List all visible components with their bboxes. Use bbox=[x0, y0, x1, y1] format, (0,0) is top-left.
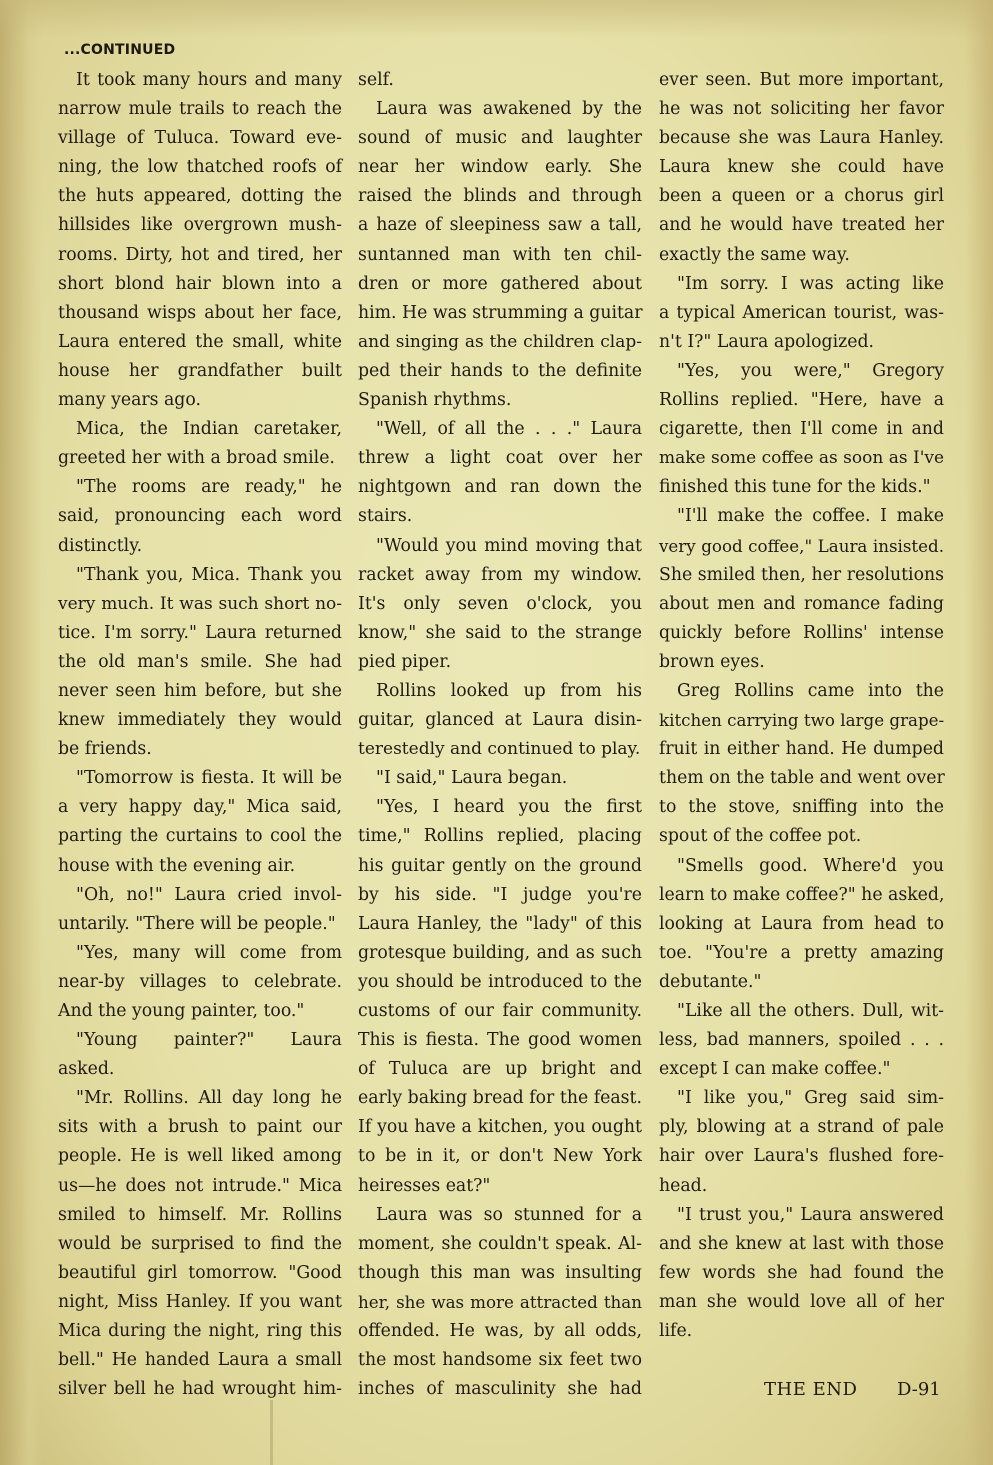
text-line: few words she had found the bbox=[659, 1262, 944, 1283]
text-line: brown eyes. bbox=[659, 651, 765, 672]
text-line: spout of the coffee pot. bbox=[659, 826, 862, 847]
text-line: "Well, of all the . . ." Laura bbox=[376, 419, 642, 440]
text-line: very good coffee," Laura insisted. bbox=[659, 535, 944, 556]
text-line: hillsides like overgrown mush- bbox=[58, 215, 342, 236]
text-line: debutante." bbox=[659, 971, 762, 992]
text-line: "I trust you," Laura answered bbox=[677, 1204, 944, 1225]
text-line: n't I?" Laura apologized. bbox=[659, 331, 874, 352]
text-line: night, Miss Hanley. If you want bbox=[58, 1291, 342, 1312]
text-line: know," she said to the strange bbox=[358, 622, 642, 643]
text-line: Laura was so stunned for a bbox=[376, 1204, 642, 1225]
text-line: narrow mule trails to reach the bbox=[58, 99, 342, 120]
text-line: people. He is well liked among bbox=[58, 1146, 342, 1167]
text-line: silver bell he had wrought him- bbox=[58, 1379, 342, 1400]
text-line: "Yes, I heard you the first bbox=[376, 797, 642, 818]
text-line: the most handsome six feet two bbox=[358, 1350, 642, 1371]
text-line: near-by villages to celebrate. bbox=[58, 971, 342, 992]
text-line: "Mr. Rollins. All day long he bbox=[76, 1088, 342, 1109]
text-line: him. He was strumming a guitar bbox=[358, 302, 643, 323]
text-line: time," Rollins replied, placing bbox=[358, 826, 642, 847]
text-line: kitchen carrying two large grape- bbox=[659, 710, 945, 731]
text-line: "Oh, no!" Laura cried invol- bbox=[76, 884, 342, 905]
the-end-label: THE END bbox=[764, 1379, 858, 1400]
text-line: "Smells good. Where'd you bbox=[677, 855, 944, 876]
text-line: life. bbox=[659, 1321, 693, 1342]
text-line: Laura Hanley, the "lady" of this bbox=[358, 913, 642, 934]
text-line: greeted her with a broad smile. bbox=[58, 448, 335, 469]
page-top-edge bbox=[0, 0, 993, 38]
text-line: "Young painter?" Laura bbox=[76, 1030, 342, 1051]
text-line: of Tuluca are up bright and bbox=[358, 1059, 642, 1080]
text-line: Laura knew she could have bbox=[659, 157, 944, 178]
text-line: knew immediately they would bbox=[58, 710, 342, 731]
text-line: finished this tune for the kids." bbox=[659, 477, 931, 498]
text-line: offended. He was, by all odds, bbox=[358, 1321, 642, 1342]
text-line: and singing as the children clap- bbox=[358, 331, 642, 352]
text-line: would be surprised to find the bbox=[58, 1233, 342, 1254]
text-line: "Would you mind moving that bbox=[376, 535, 642, 556]
text-line: pied piper. bbox=[358, 651, 452, 672]
text-line: parting the curtains to cool the bbox=[58, 826, 342, 847]
text-line: It's only seven o'clock, you bbox=[358, 593, 642, 614]
text-line: Laura was awakened by the bbox=[376, 99, 642, 120]
text-line: She smiled then, her resolutions bbox=[659, 564, 944, 585]
text-line: Rollins looked up from his bbox=[376, 680, 642, 701]
text-line: his guitar gently on the ground bbox=[358, 855, 642, 876]
text-line: "Yes, many will come from bbox=[76, 942, 342, 963]
text-line: "Like all the others. Dull, wit- bbox=[677, 1001, 944, 1021]
text-line: dren or more gathered about bbox=[358, 273, 642, 294]
text-line: "I like you," Greg said sim- bbox=[677, 1088, 944, 1109]
text-line: he was not soliciting her favor bbox=[659, 99, 944, 120]
text-line: Spanish rhythms. bbox=[358, 390, 512, 411]
text-line: thousand wisps about her face, bbox=[58, 302, 342, 323]
text-line: less, bad manners, spoiled . . . bbox=[659, 1030, 944, 1051]
text-line: a typical American tourist, was- bbox=[659, 302, 944, 323]
text-column-1 bbox=[58, 66, 342, 1404]
text-line: threw a light coat over her bbox=[358, 448, 642, 469]
text-line: them on the table and went over bbox=[659, 768, 945, 789]
text-line: This is fiesta. The good women bbox=[358, 1030, 642, 1051]
text-line: very much. It was such short no- bbox=[58, 593, 342, 614]
text-line: untarily. "There will be people." bbox=[58, 913, 336, 934]
text-line: the old man's smile. She had bbox=[58, 651, 342, 672]
text-line: by his side. "I judge you're bbox=[358, 884, 642, 905]
text-line: sits with a brush to paint our bbox=[58, 1117, 342, 1138]
text-line: us—he does not intrude." Mica bbox=[58, 1175, 342, 1196]
text-line: beautiful girl tomorrow. "Good bbox=[58, 1262, 342, 1283]
text-line: be friends. bbox=[58, 739, 152, 760]
page-spine-shadow bbox=[0, 0, 42, 1465]
text-line: racket away from my window. bbox=[358, 564, 642, 585]
text-line: except I can make coffee." bbox=[659, 1059, 891, 1080]
text-line: "The rooms are ready," he bbox=[76, 477, 342, 498]
text-line: It took many hours and many bbox=[76, 70, 342, 90]
text-line: Mica during the night, ring this bbox=[58, 1321, 342, 1342]
text-line: looking at Laura from head to bbox=[659, 913, 944, 934]
text-line: near her window early. She bbox=[358, 157, 642, 178]
text-line: though this man was insulting bbox=[358, 1262, 642, 1283]
text-line: never seen him before, but she bbox=[58, 680, 342, 701]
text-line: customs of our fair community. bbox=[358, 1001, 642, 1021]
text-column-2 bbox=[358, 66, 642, 1404]
text-line: Mica, the Indian caretaker, bbox=[76, 419, 342, 440]
text-line: hair over Laura's flushed fore- bbox=[659, 1146, 944, 1167]
text-column-3 bbox=[659, 66, 944, 1346]
text-line: house with the evening air. bbox=[58, 855, 296, 876]
text-line: "Im sorry. I was acting like bbox=[677, 273, 944, 294]
text-line: heiresses eat?" bbox=[358, 1175, 491, 1196]
text-line: And the young painter, too." bbox=[58, 1001, 305, 1021]
text-line: guitar, glanced at Laura disin- bbox=[358, 710, 642, 731]
text-line: fruit in either hand. He dumped bbox=[659, 739, 944, 760]
text-line: rooms. Dirty, hot and tired, her bbox=[58, 244, 342, 265]
text-line: "Yes, you were," Gregory bbox=[677, 360, 944, 381]
text-line: Greg Rollins came into the bbox=[677, 680, 944, 701]
text-line: and she knew at last with those bbox=[659, 1233, 944, 1254]
text-line: early baking bread for the feast. bbox=[358, 1088, 642, 1109]
text-line: cigarette, then I'll come in and bbox=[659, 419, 944, 440]
text-line: village of Tuluca. Toward eve- bbox=[58, 128, 342, 149]
text-line: tice. I'm sorry." Laura returned bbox=[58, 622, 342, 643]
text-line: ply, blowing at a strand of pale bbox=[659, 1117, 944, 1138]
text-line: sound of music and laughter bbox=[358, 128, 642, 149]
text-line: to be in it, or don't New York bbox=[358, 1146, 642, 1167]
text-line: house her grandfather built bbox=[58, 360, 342, 381]
text-line: If you have a kitchen, you ought bbox=[358, 1117, 642, 1138]
text-line: exactly the same way. bbox=[659, 244, 850, 265]
text-line: suntanned man with ten chil- bbox=[358, 244, 642, 265]
text-line: the huts appeared, dotting the bbox=[58, 186, 342, 207]
text-line: a very happy day," Mica said, bbox=[58, 797, 342, 818]
text-line: head. bbox=[659, 1175, 708, 1196]
text-line: stairs. bbox=[358, 506, 413, 527]
page-right-edge bbox=[965, 0, 993, 1465]
text-line: you should be introduced to the bbox=[358, 971, 642, 992]
text-line: nightgown and ran down the bbox=[358, 477, 642, 498]
text-line: "I'll make the coffee. I make bbox=[677, 506, 944, 527]
text-line: inches of masculinity she had bbox=[358, 1379, 642, 1400]
text-line: many years ago. bbox=[58, 390, 201, 411]
text-line: ever seen. But more important, bbox=[659, 70, 944, 90]
text-line: grotesque building, and as such bbox=[358, 942, 642, 963]
text-line: asked. bbox=[58, 1059, 115, 1080]
text-line: and he would have treated her bbox=[659, 215, 944, 236]
text-line: make some coffee as soon as I've bbox=[659, 448, 945, 469]
text-line: learn to make coffee?" he asked, bbox=[659, 884, 945, 905]
text-line: a haze of sleepiness saw a tall, bbox=[358, 215, 642, 236]
text-line: "I said," Laura began. bbox=[376, 768, 568, 789]
text-line: ped their hands to the definite bbox=[358, 360, 642, 381]
paper-crease bbox=[270, 1400, 273, 1465]
text-line: terestedly and continued to play. bbox=[358, 739, 641, 760]
continued-label: ...CONTINUED bbox=[64, 42, 176, 58]
text-line: self. bbox=[358, 70, 394, 90]
text-line: distinctly. bbox=[58, 535, 143, 556]
text-line: Laura entered the small, white bbox=[58, 331, 342, 352]
text-line: moment, she couldn't speak. Al- bbox=[358, 1233, 642, 1254]
text-line: quickly before Rollins' intense bbox=[659, 622, 944, 643]
text-line: man she would love all of her bbox=[659, 1291, 944, 1312]
text-line: "Thank you, Mica. Thank you bbox=[76, 564, 342, 585]
text-line: Rollins replied. "Here, have a bbox=[659, 390, 944, 411]
page-number: D-91 bbox=[897, 1379, 941, 1400]
text-line: "Tomorrow is fiesta. It will be bbox=[76, 768, 342, 789]
text-line: her, she was more attracted than bbox=[358, 1291, 642, 1312]
text-line: bell." He handed Laura a small bbox=[58, 1350, 342, 1371]
text-line: to the stove, sniffing into the bbox=[659, 797, 944, 818]
text-line: raised the blinds and through bbox=[358, 186, 642, 207]
text-line: been a queen or a chorus girl bbox=[659, 186, 944, 207]
text-line: toe. "You're a pretty amazing bbox=[659, 942, 944, 963]
text-line: short blond hair blown into a bbox=[58, 273, 342, 294]
text-line: because she was Laura Hanley. bbox=[659, 128, 944, 149]
text-line: smiled to himself. Mr. Rollins bbox=[58, 1204, 342, 1225]
text-line: about men and romance fading bbox=[659, 593, 944, 614]
text-line: ning, the low thatched roofs of bbox=[58, 157, 342, 178]
text-line: said, pronouncing each word bbox=[58, 506, 342, 527]
